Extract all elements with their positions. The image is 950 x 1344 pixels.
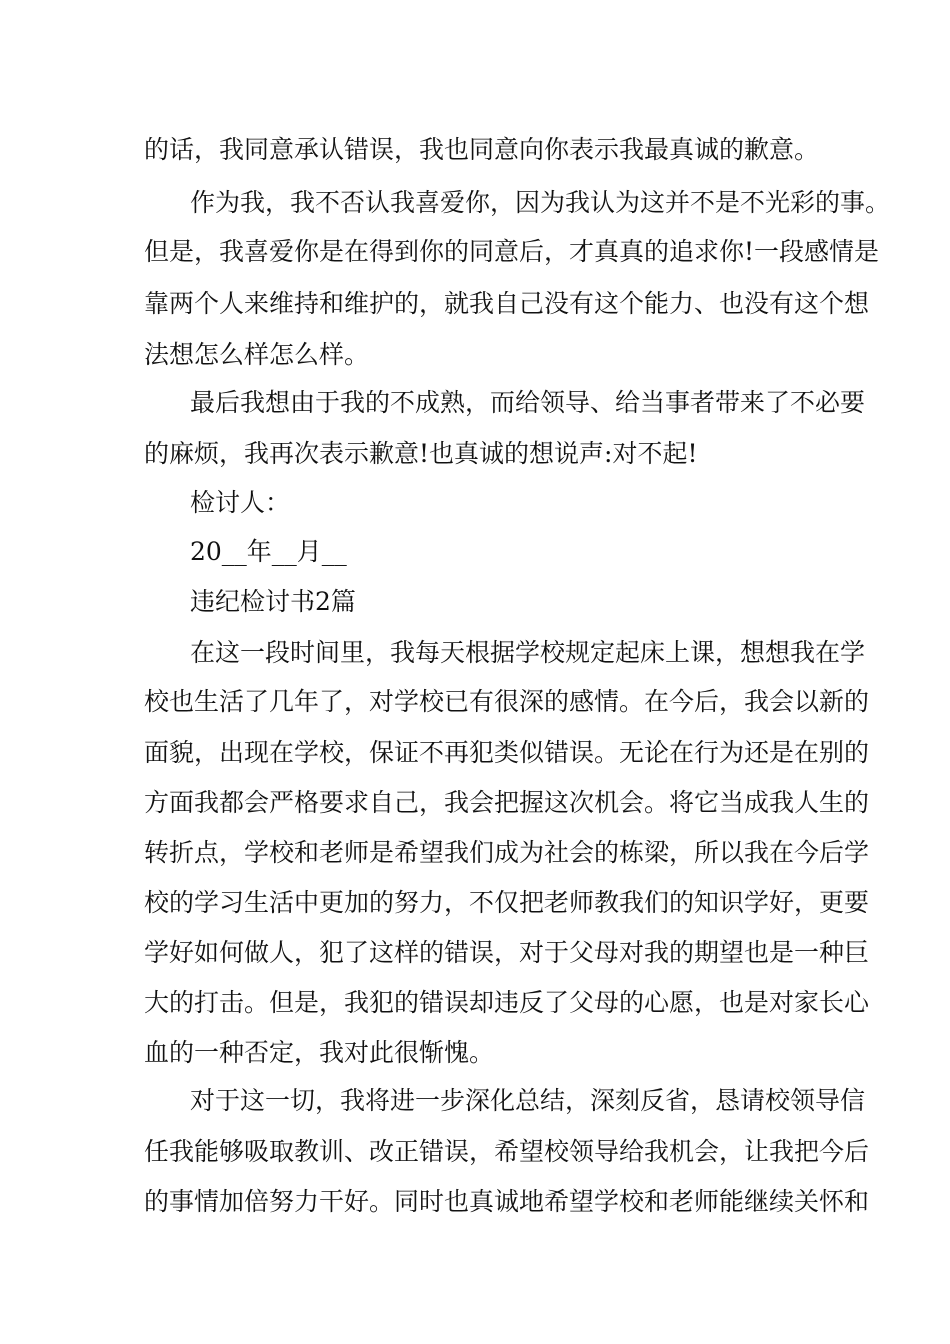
text-line: 血的一种否定，我对此很惭愧。 xyxy=(144,1038,495,1067)
paragraph-first-line: 在这一段时间里，我每天根据学校规定起床上课，想想我在学 xyxy=(190,638,866,667)
text-line: 方面我都会严格要求自己，我会把握这次机会。将它当成我人生的 xyxy=(144,788,870,817)
paragraph-first-line: 最后我想由于我的不成熟，而给领导、给当事者带来了不必要 xyxy=(190,388,866,417)
text-line: 面貌，出现在学校，保证不再犯类似错误。无论在行为还是在别的 xyxy=(144,738,870,767)
text-line: 的事情加倍努力干好。同时也真诚地希望学校和老师能继续关怀和 xyxy=(144,1187,870,1216)
section-title: 违纪检讨书2篇 xyxy=(190,587,356,616)
text-line: 大的打击。但是，我犯的错误却违反了父母的心愿，也是对家长心 xyxy=(144,988,870,1017)
text-line: 的麻烦，我再次表示歉意!也真诚的想说声:对不起! xyxy=(144,439,698,468)
signature-label: 检讨人： xyxy=(190,488,291,517)
text-line: 但是，我喜爱你是在得到你的同意后，才真真的追求你!一段感情是 xyxy=(144,237,880,266)
paragraph-first-line: 对于这一切，我将进一步深化总结，深刻反省，恳请校领导信 xyxy=(190,1086,866,1115)
text-line: 校也生活了几年了，对学校已有很深的感情。在今后，我会以新的 xyxy=(144,687,870,716)
date-line: 20__年__月__ xyxy=(190,537,347,566)
text-line: 靠两个人来维持和维护的，就我自己没有这个能力、也没有这个想 xyxy=(144,289,870,318)
text-line: 任我能够吸取教训、改正错误，希望校领导给我机会，让我把今后 xyxy=(144,1137,870,1166)
text-line: 的话，我同意承认错误，我也同意向你表示我最真诚的歉意。 xyxy=(144,135,820,164)
text-line: 学好如何做人，犯了这样的错误，对于父母对我的期望也是一种巨 xyxy=(144,938,870,967)
paragraph-first-line: 作为我，我不否认我喜爱你，因为我认为这并不是不光彩的事。 xyxy=(190,188,891,217)
text-line: 转折点，学校和老师是希望我们成为社会的栋梁，所以我在今后学 xyxy=(144,838,870,867)
text-line: 法想怎么样怎么样。 xyxy=(144,340,370,369)
text-line: 校的学习生活中更加的努力，不仅把老师教我们的知识学好，更要 xyxy=(144,888,870,917)
